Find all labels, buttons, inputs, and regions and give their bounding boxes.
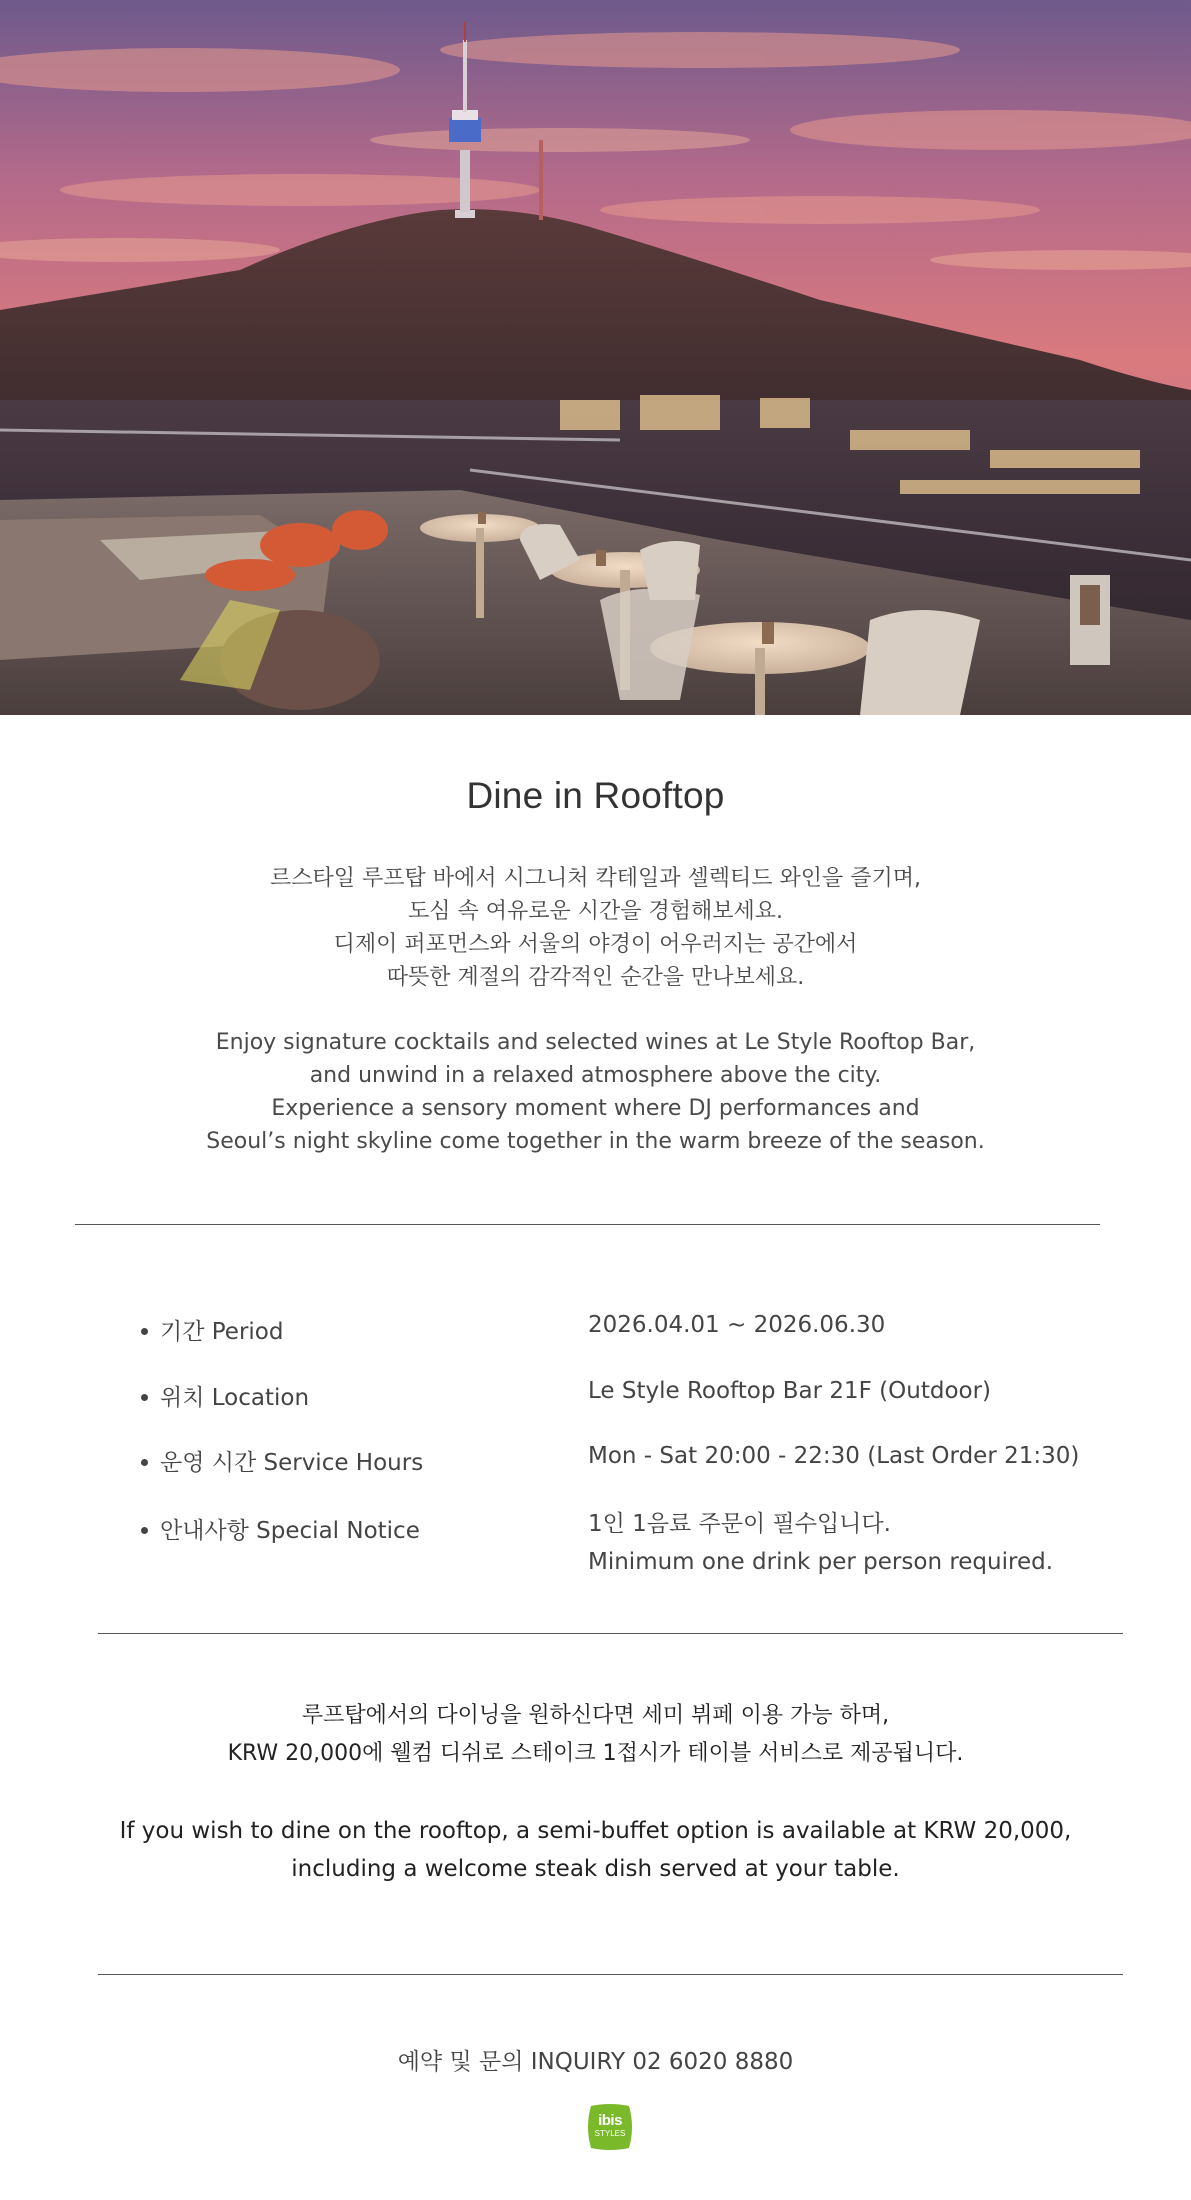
divider	[98, 1974, 1123, 1975]
page-title: Dine in Rooftop	[466, 775, 725, 816]
divider	[98, 1633, 1123, 1634]
bullet-icon	[141, 1459, 148, 1466]
buffet-korean	[0, 1697, 1191, 1773]
intro-en-line: Enjoy signature cocktails and selected wines at Le Style Rooftop Bar,	[215, 1030, 976, 1055]
intro-ko-line: 디제이 퍼포먼스와 서울의 야경이 어우러지는 공간에서	[333, 932, 858, 957]
intro-ko-line: 도심 속 여유로운 시간을 경험해보세요.	[408, 899, 783, 924]
info-value-line: Le Style Rooftop Bar 21F (Outdoor)	[588, 1378, 992, 1404]
buffet-en-line: If you wish to dine on the rooftop, a semi-buffet option is available at KRW 20,000,	[119, 1818, 1072, 1844]
info-label: 운영 시간 Service Hours	[160, 1450, 424, 1476]
inquiry-text: 예약 및 문의 INQUIRY 02 6020 8880	[397, 2049, 794, 2075]
buffet-english	[0, 1812, 1191, 1888]
info-value-line: Minimum one drink per person required.	[588, 1549, 1054, 1575]
info-value	[588, 1505, 1053, 1581]
info-value-line: 2026.04.01 ~ 2026.06.30	[588, 1312, 886, 1338]
buffet-ko-line: 루프탑에서의 다이닝을 원하신다면 세미 뷔페 이용 가능 하며,	[301, 1703, 890, 1728]
ibis-styles-logo	[585, 2102, 635, 2152]
intro-en-line: Experience a sensory moment where DJ performances and	[271, 1096, 920, 1121]
hero-image	[0, 0, 1191, 715]
bullet-icon	[141, 1527, 148, 1534]
buffet-ko-line: KRW 20,000에 웰컴 디쉬로 스테이크 1접시가 테이블 서비스로 제공됩니다.	[227, 1741, 964, 1766]
intro-korean	[0, 862, 1191, 994]
bullet-icon	[141, 1394, 148, 1401]
buffet-en-line: including a welcome steak dish served at your table.	[291, 1856, 900, 1882]
info-value-line: 1인 1음료 주문이 필수입니다.	[588, 1511, 891, 1537]
info-value-line: Mon - Sat 20:00 - 22:30 (Last Order 21:30)	[588, 1443, 1080, 1469]
info-label: 기간 Period	[160, 1319, 284, 1345]
intro-en-line: and unwind in a relaxed atmosphere above the city.	[309, 1063, 882, 1088]
info-value	[588, 1372, 991, 1410]
bullet-icon	[141, 1328, 148, 1335]
info-value	[588, 1437, 1079, 1475]
logo-subtext: STYLES	[594, 2129, 626, 2138]
divider	[75, 1224, 1100, 1225]
logo-text: ibis	[598, 2112, 622, 2129]
info-value	[588, 1306, 885, 1344]
info-label: 위치 Location	[160, 1385, 310, 1411]
intro-ko-line: 따뜻한 계절의 감각적인 순간을 만나보세요.	[386, 965, 805, 990]
intro-english	[0, 1026, 1191, 1158]
intro-en-line: Seoul’s night skyline come together in the warm breeze of the season.	[206, 1129, 985, 1154]
intro-ko-line: 르스타일 루프탑 바에서 시그니처 칵테일과 셀렉티드 와인을 즐기며,	[269, 866, 921, 891]
info-label: 안내사항 Special Notice	[160, 1518, 420, 1544]
